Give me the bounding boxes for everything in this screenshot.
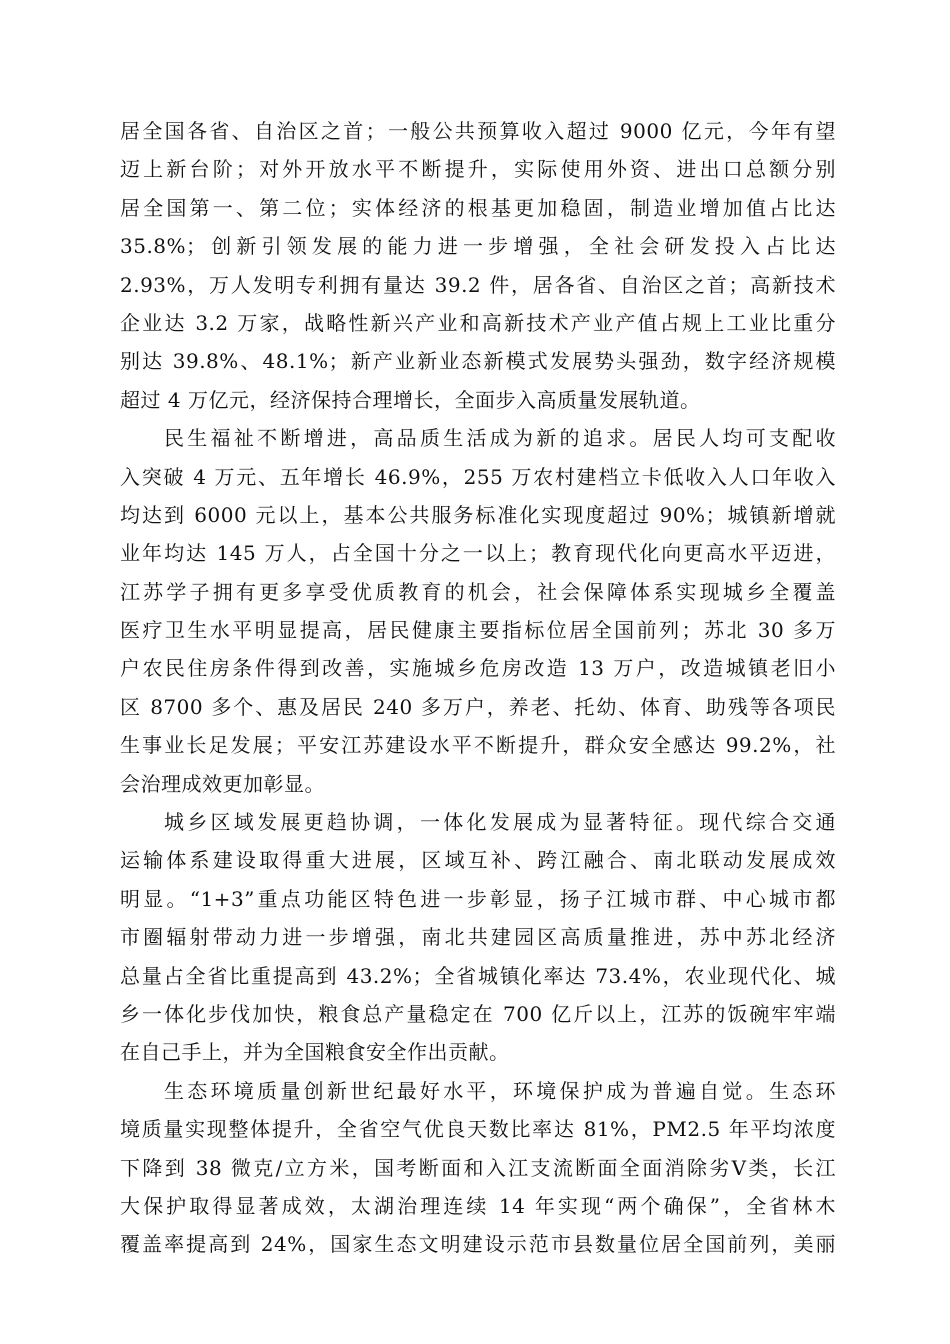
text-line: 乡一体化步伐加快，粮食总产量稳定在 700 亿斤以上，江苏的饭碗牢牢端 xyxy=(120,1001,836,1026)
text-line: 民生福祉不断增进，高品质生活成为新的追求。居民人均可支配收 xyxy=(164,426,836,451)
text-line: 企业达 3.2 万家，战略性新兴产业和高新技术产业产值占规上工业比重分 xyxy=(120,310,836,335)
text-line: 户农民住房条件得到改善，实施城乡危房改造 13 万户，改造城镇老旧小 xyxy=(120,656,836,681)
text-line: 超过 4 万亿元，经济保持合理增长，全面步入高质量发展轨道。 xyxy=(120,387,701,412)
text-line: 城乡区域发展更趋协调，一体化发展成为显著特征。现代综合交通 xyxy=(164,810,836,835)
text-line: 下降到 38 微克/立方米，国考断面和入江支流断面全面消除劣Ⅴ类，长江 xyxy=(120,1155,836,1180)
text-line: 大保护取得显著成效，太湖治理连续 14 年实现“两个确保”，全省林木 xyxy=(120,1193,836,1218)
text-line: 居全国第一、第二位；实体经济的根基更加稳固，制造业增加值占比达 xyxy=(120,195,836,220)
text-line: 入突破 4 万元、五年增长 46.9%，255 万农村建档立卡低收入人口年收入 xyxy=(120,464,836,489)
text-line: 境质量实现整体提升，全省空气优良天数比率达 81%，PM2.5 年平均浓度 xyxy=(120,1117,836,1142)
text-line: 会治理成效更加彰显。 xyxy=(120,771,325,796)
paragraph xyxy=(120,803,836,1072)
text-line: 生事业长足发展；平安江苏建设水平不断提升，群众安全感达 99.2%，社 xyxy=(120,733,836,758)
text-line: 别达 39.8%、48.1%；新产业新业态新模式发展势头强劲，数字经济规模 xyxy=(120,349,836,374)
text-line: 覆盖率提高到 24%，国家生态文明建设示范市县数量位居全国前列，美丽 xyxy=(120,1232,836,1257)
text-line: 总量占全省比重提高到 43.2%；全省城镇化率达 73.4%，农业现代化、城 xyxy=(120,963,836,988)
text-line: 市圈辐射带动力进一步增强，南北共建园区高质量推进，苏中苏北经济 xyxy=(120,925,836,950)
paragraph xyxy=(120,419,836,803)
body-text xyxy=(120,112,836,1264)
text-line: 业年均达 145 万人，占全国十分之一以上；教育现代化向更高水平迈进， xyxy=(120,541,836,566)
text-line: 明显。“1+3”重点功能区特色进一步彰显，扬子江城市群、中心城市都 xyxy=(120,886,836,911)
text-line: 居全国各省、自治区之首；一般公共预算收入超过 9000 亿元，今年有望 xyxy=(120,119,836,143)
text-line: 江苏学子拥有更多享受优质教育的机会，社会保障体系实现城乡全覆盖 xyxy=(120,579,836,604)
text-line: 2.93%，万人发明专利拥有量达 39.2 件，居各省、自治区之首；高新技术 xyxy=(120,272,836,297)
text-line: 迈上新台阶；对外开放水平不断提升，实际使用外资、进出口总额分别 xyxy=(120,157,836,182)
text-line: 生态环境质量创新世纪最好水平，环境保护成为普遍自觉。生态环 xyxy=(164,1078,836,1103)
text-line: 区 8700 多个、惠及居民 240 多万户，养老、托幼、体育、助残等各项民 xyxy=(120,694,836,719)
text-line: 运输体系建设取得重大进展，区域互补、跨江融合、南北联动发展成效 xyxy=(120,848,836,873)
paragraph xyxy=(120,1072,836,1264)
text-line: 均达到 6000 元以上，基本公共服务标准化实现度超过 90%；城镇新增就 xyxy=(120,502,836,527)
text-line: 35.8%；创新引领发展的能力进一步增强，全社会研发投入占比达 xyxy=(120,234,836,259)
text-line: 在自己手上，并为全国粮食安全作出贡献。 xyxy=(120,1040,510,1065)
paragraph xyxy=(120,112,836,419)
text-line: 医疗卫生水平明显提高，居民健康主要指标位居全国前列；苏北 30 多万 xyxy=(120,618,836,643)
